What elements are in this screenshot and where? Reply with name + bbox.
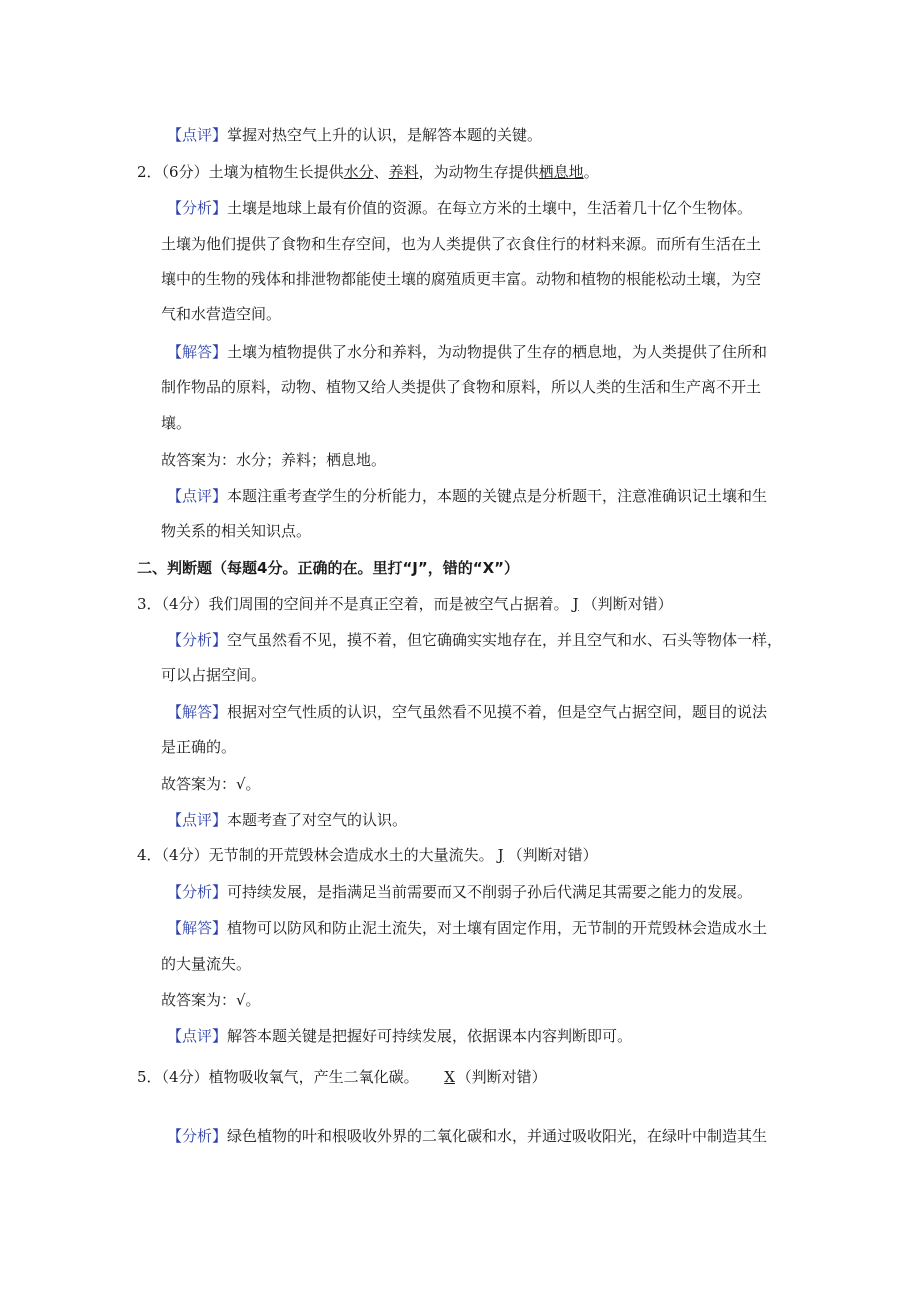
q2-stem-c: 。 xyxy=(583,163,599,181)
q4-jieda-text-1: 植物可以防风和防止泥土流失，对土壤有固定作用，无节制的开荒毁林会造成水土 xyxy=(227,919,768,937)
q3-number: 3．（4分） xyxy=(137,595,209,613)
q3-stem-text: 我们周围的空间并不是真正空着，而是被空气占据着。 xyxy=(208,595,569,613)
dianping-tag: 【点评】 xyxy=(167,1027,228,1045)
q4-number: 4．（4分） xyxy=(137,846,209,864)
q5-stem-text: 植物吸收氧气，产生二氧化碳。 xyxy=(208,1068,419,1086)
q4-jieda-line1 xyxy=(167,918,767,938)
q2-fenxi-line2: 土壤为他们提供了食物和生存空间，也为人类提供了衣食住行的材料来源。而所有生活在土 xyxy=(161,235,762,253)
q3-fenxi-line2: 可以占据空间。 xyxy=(161,666,267,684)
q2-number: 2．（6分） xyxy=(137,163,209,181)
q5-answer-mark: X xyxy=(444,1068,455,1086)
q2-answer: 故答案为：水分；养料；栖息地。 xyxy=(161,451,387,469)
q2-fenxi-text-1: 土壤是地球上最有价值的资源。在每立方米的土壤中，生活着几十亿个生物体。 xyxy=(227,199,753,217)
dianping-tag: 【点评】 xyxy=(167,487,228,505)
q2-jieda-line2: 制作物品的原料，动物、植物又给人类提供了食物和原料，所以人类的生活和生产离不开土 xyxy=(161,378,762,396)
q4-dianping-text: 解答本题关键是把握好可持续发展，依据课本内容判断即可。 xyxy=(227,1027,633,1045)
q5-stem xyxy=(137,1067,547,1087)
q4-answer-mark: J xyxy=(497,846,504,864)
q4-stem xyxy=(137,845,598,865)
q2-dianping-line1 xyxy=(167,486,767,506)
q4-dianping xyxy=(167,1026,632,1046)
q3-jieda-line2: 是正确的。 xyxy=(161,738,237,756)
fenxi-tag: 【分析】 xyxy=(167,1127,228,1145)
q3-dianping-text: 本题考查了对空气的认识。 xyxy=(227,811,408,829)
dianping-tag: 【点评】 xyxy=(167,811,228,829)
q2-jieda-line1 xyxy=(167,342,767,362)
q3-stem xyxy=(137,594,673,614)
q2-stem xyxy=(137,162,599,182)
q4-stem-text: 无节制的开荒毁林会造成水土的大量流失。 xyxy=(208,846,494,864)
q3-answer-mark: J xyxy=(572,595,579,613)
q2-stem-a: 土壤为植物生长提供 xyxy=(208,163,344,181)
q2-fenxi-line1 xyxy=(167,198,752,218)
q4-answer: 故答案为：√。 xyxy=(161,991,261,1009)
q4-fenxi xyxy=(167,882,752,902)
q2-blank-2: 养料 xyxy=(388,163,419,181)
q3-suffix: （判断对错） xyxy=(582,595,673,613)
jieda-tag: 【解答】 xyxy=(167,919,228,937)
q5-suffix: （判断对错） xyxy=(456,1068,547,1086)
section-heading: 二、判断题（每题4分。正确的在。里打“J”，错的“X”） xyxy=(137,559,520,577)
q2-fenxi-line4: 气和水营造空间。 xyxy=(161,305,282,323)
q4-suffix: （判断对错） xyxy=(507,846,598,864)
fenxi-tag: 【分析】 xyxy=(167,199,228,217)
q4-fenxi-text: 可持续发展，是指满足当前需要而又不削弱子孙后代满足其需要之能力的发展。 xyxy=(227,883,753,901)
q3-jieda-line1 xyxy=(167,702,767,722)
q2-stem-b: ，为动物生存提供 xyxy=(418,163,539,181)
q2-jieda-line3: 壤。 xyxy=(161,414,192,432)
q5-number: 5．（4分） xyxy=(137,1068,209,1086)
q1-dianping-text: 掌握对热空气上升的认识，是解答本题的关键。 xyxy=(227,126,543,144)
fenxi-tag: 【分析】 xyxy=(167,631,228,649)
fenxi-tag: 【分析】 xyxy=(167,883,228,901)
q4-jieda-line2: 的大量流失。 xyxy=(161,955,252,973)
q2-sep: 、 xyxy=(373,163,389,181)
q3-jieda-text-1: 根据对空气性质的认识，空气虽然看不见摸不着，但是空气占据空间，题目的说法 xyxy=(227,703,768,721)
q2-dianping-line2: 物关系的相关知识点。 xyxy=(161,522,312,540)
q2-blank-1: 水分 xyxy=(343,163,374,181)
q5-fenxi-line1 xyxy=(167,1126,767,1146)
q2-jieda-text-1: 土壤为植物提供了水分和养料，为动物提供了生存的栖息地，为人类提供了住所和 xyxy=(227,343,768,361)
dianping-tag: 【点评】 xyxy=(167,126,228,144)
q2-fenxi-line3: 壤中的生物的残体和排泄物都能使土壤的腐殖质更丰富。动物和植物的根能松动土壤，为空 xyxy=(161,270,762,288)
q1-dianping xyxy=(167,125,542,145)
q3-dianping xyxy=(167,810,407,830)
jieda-tag: 【解答】 xyxy=(167,703,228,721)
q3-answer: 故答案为：√。 xyxy=(161,775,261,793)
jieda-tag: 【解答】 xyxy=(167,343,228,361)
q3-fenxi-text-1: 空气虽然看不见，摸不着，但它确确实实地存在，并且空气和水、石头等物体一样， xyxy=(227,631,783,649)
q2-blank-3: 栖息地 xyxy=(538,163,584,181)
q2-dianping-text-1: 本题注重考查学生的分析能力，本题的关键点是分析题干，注意准确识记土壤和生 xyxy=(227,487,768,505)
q3-fenxi-line1 xyxy=(167,630,782,650)
q5-fenxi-text-1: 绿色植物的叶和根吸收外界的二氧化碳和水，并通过吸收阳光，在绿叶中制造其生 xyxy=(227,1127,768,1145)
